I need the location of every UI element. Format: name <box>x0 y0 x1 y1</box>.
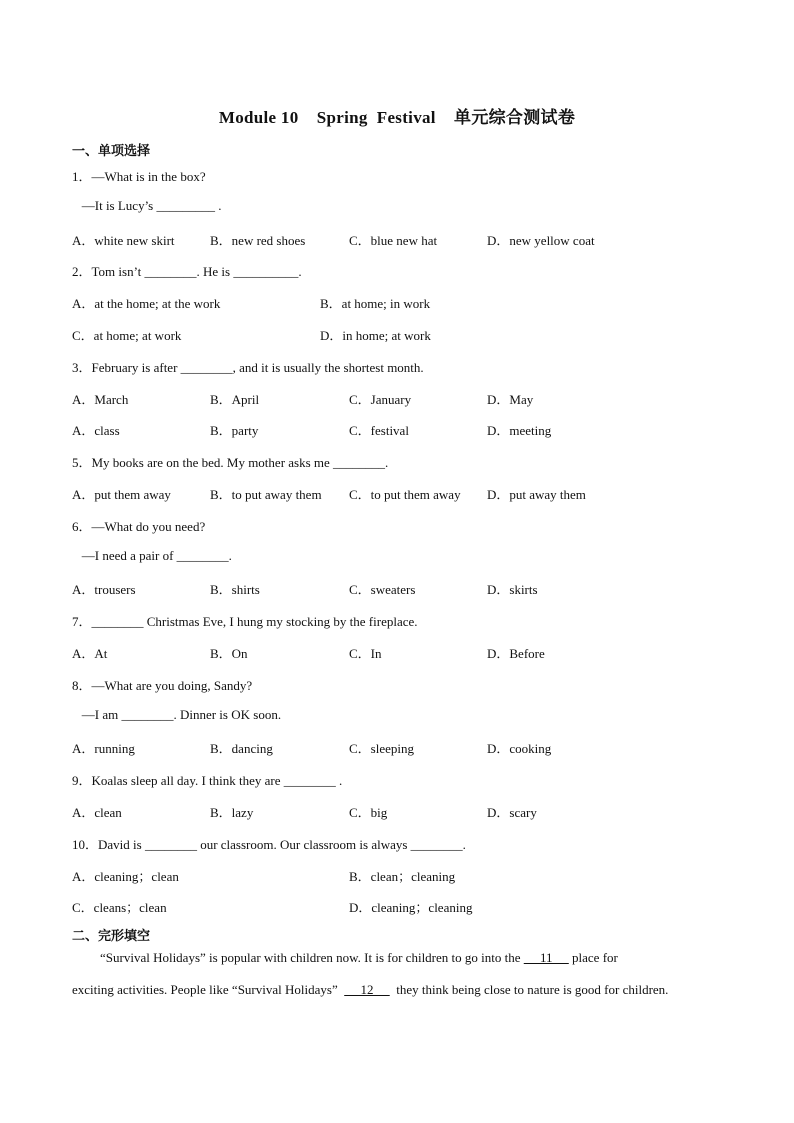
question-2-option-c[interactable]: C．at home; at work <box>72 328 182 343</box>
question-8-option-c[interactable]: C．sleeping <box>349 741 414 756</box>
question-1-stem: 1．—What is in the box? <box>72 169 206 184</box>
question-7-option-a[interactable]: A．At <box>72 646 108 661</box>
question-5-option-d[interactable]: D．put away them <box>487 487 586 502</box>
question-5-option-b[interactable]: B．to put away them <box>210 487 322 502</box>
question-2-stem: 2．Tom isn’t ________. He is __________. <box>72 264 302 279</box>
question-6-option-c[interactable]: C．sweaters <box>349 582 416 597</box>
question-8-option-b[interactable]: B．dancing <box>210 741 273 756</box>
cloze-text: exciting activities. People like “Survival Holidays” <box>72 982 345 997</box>
question-8-option-d[interactable]: D．cooking <box>487 741 552 756</box>
cloze-text: place for <box>568 950 618 965</box>
question-4-option-d[interactable]: D．meeting <box>487 423 552 438</box>
question-10-stem: 10．David is ________ our classroom. Our classroom is always ________. <box>72 837 466 852</box>
question-7-option-b[interactable]: B．On <box>210 646 248 661</box>
question-8-stem: 8．—What are you doing, Sandy? <box>72 678 253 693</box>
question-1-option-b[interactable]: B．new red shoes <box>210 233 306 248</box>
question-10-option-a[interactable]: A．cleaning；clean <box>72 869 179 884</box>
question-5-option-c[interactable]: C．to put them away <box>349 487 461 502</box>
question-10-option-d[interactable]: D．cleaning；cleaning <box>349 900 473 915</box>
question-2-option-b[interactable]: B．at home; in work <box>320 296 431 311</box>
question-7-option-d[interactable]: D．Before <box>487 646 545 661</box>
question-9-option-d[interactable]: D．scary <box>487 805 537 820</box>
question-1-option-a[interactable]: A．white new skirt <box>72 233 175 248</box>
question-8-option-a[interactable]: A．running <box>72 741 135 756</box>
question-10-option-b[interactable]: B．clean；cleaning <box>349 869 456 884</box>
question-10-option-c[interactable]: C．cleans；clean <box>72 900 167 915</box>
question-3-option-c[interactable]: C．January <box>349 392 412 407</box>
question-2-option-d[interactable]: D．in home; at work <box>320 328 431 343</box>
question-6-option-a[interactable]: A．trousers <box>72 582 136 597</box>
question-5-option-a[interactable]: A．put them away <box>72 487 171 502</box>
question-2-option-a[interactable]: A．at the home; at the work <box>72 296 221 311</box>
page-title: Module 10 Spring Festival 单元综合测试卷 <box>218 108 576 127</box>
question-6-option-b[interactable]: B．shirts <box>210 582 260 597</box>
cloze-paragraph-line-1 <box>100 950 760 966</box>
question-4-option-c[interactable]: C．festival <box>349 423 409 438</box>
question-7-stem: 7．________ Christmas Eve, I hung my stocking by the fireplace. <box>72 614 418 629</box>
question-3-option-d[interactable]: D．May <box>487 392 534 407</box>
question-6-option-d[interactable]: D．skirts <box>487 582 538 597</box>
question-6-stem: 6．—What do you need? <box>72 519 206 534</box>
question-1-option-d[interactable]: D．new yellow coat <box>487 233 595 248</box>
cloze-paragraph-line-2 <box>72 982 732 998</box>
question-3-stem: 3．February is after ________, and it is usually the shortest month. <box>72 360 424 375</box>
question-1-stem-reply: —It is Lucy’s _________ . <box>72 198 222 213</box>
question-8-stem-reply: —I am ________. Dinner is OK soon. <box>72 707 282 722</box>
question-9-stem: 9．Koalas sleep all day. I think they are ________ . <box>72 773 343 788</box>
question-4-option-b[interactable]: B．party <box>210 423 259 438</box>
question-1-option-c[interactable]: C．blue new hat <box>349 233 438 248</box>
cloze-blank-11[interactable]: 11 <box>523 950 569 965</box>
question-3-option-b[interactable]: B．April <box>210 392 260 407</box>
question-7-option-c[interactable]: C．In <box>349 646 382 661</box>
section-heading-multiple-choice: 一、单项选择 <box>72 144 151 159</box>
question-3-option-a[interactable]: A．March <box>72 392 129 407</box>
question-4-option-a[interactable]: A．class <box>72 423 120 438</box>
cloze-blank-12[interactable]: 12 <box>344 982 390 997</box>
cloze-text: they think being close to nature is good for children. <box>389 982 669 997</box>
question-9-option-b[interactable]: B．lazy <box>210 805 254 820</box>
question-5-stem: 5．My books are on the bed. My mother asks me ________. <box>72 455 389 470</box>
question-6-stem-reply: —I need a pair of ________. <box>72 548 232 563</box>
cloze-text: “Survival Holidays” is popular with children now. It is for children to go into the <box>100 950 524 965</box>
question-9-option-a[interactable]: A．clean <box>72 805 122 820</box>
section-heading-cloze: 二、完形填空 <box>72 929 151 944</box>
question-9-option-c[interactable]: C．big <box>349 805 388 820</box>
